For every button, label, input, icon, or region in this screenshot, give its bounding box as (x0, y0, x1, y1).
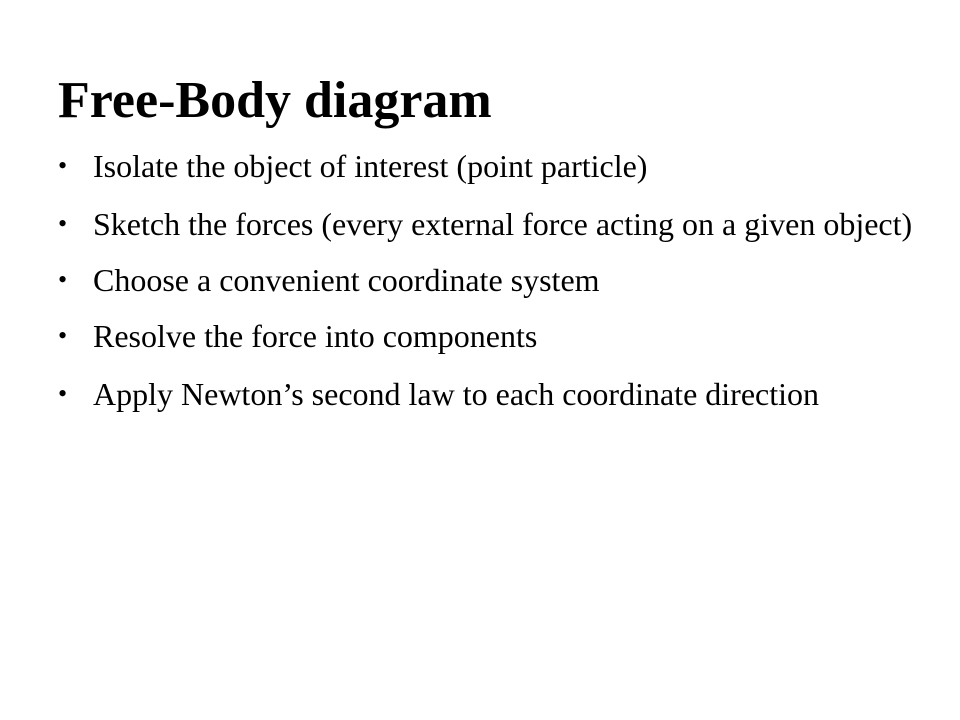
bullet-text: Sketch the forces (every external force acting on a given object) (93, 206, 913, 242)
bullet-list (58, 146, 918, 432)
bullet-text: Isolate the object of interest (point particle) (93, 148, 648, 184)
bullet-icon: • (58, 321, 68, 350)
bullet-icon: • (58, 265, 68, 294)
bullet-item (58, 146, 918, 186)
bullet-icon: • (58, 379, 68, 408)
bullet-item (58, 374, 918, 414)
bullet-item (58, 204, 918, 244)
bullet-icon: • (58, 209, 68, 238)
bullet-text: Choose a convenient coordinate system (93, 262, 600, 298)
bullet-icon: • (58, 151, 68, 180)
bullet-text: Apply Newton’s second law to each coordinate direction (93, 376, 819, 412)
bullet-item (58, 316, 918, 356)
bullet-item (58, 260, 918, 300)
bullet-text: Resolve the force into components (93, 318, 538, 354)
slide-title: Free-Body diagram (58, 72, 492, 129)
